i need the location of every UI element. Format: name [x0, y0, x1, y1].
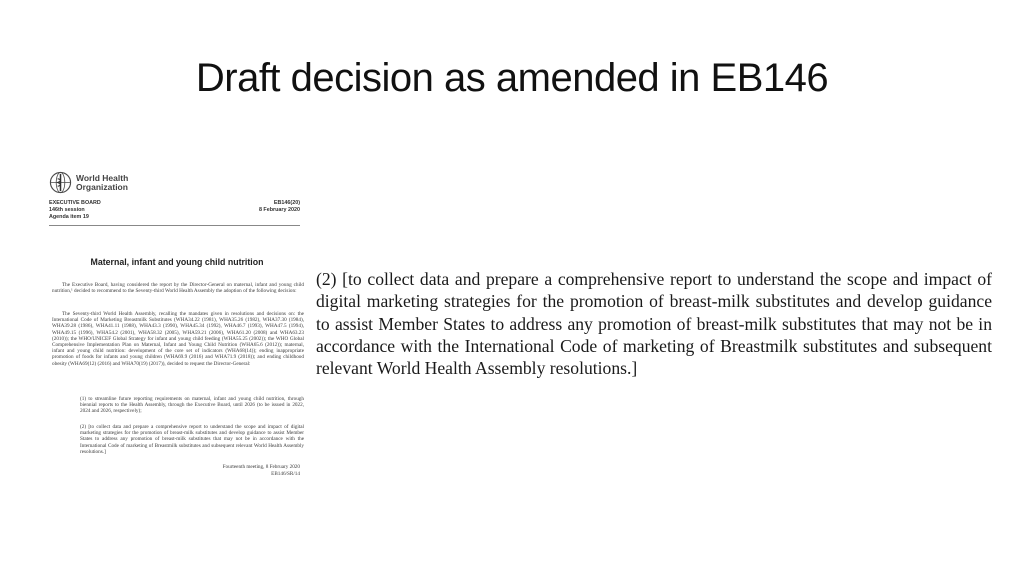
decision-item-1: (1) to streamline future reporting requirements on maternal, infant and young child nutrition, through biennial reports to the Health Assembly, through the Executive Board, until 2026 (to be issued in 2022, 2024 and 2026, respectively);	[80, 396, 304, 415]
org-name-line1: World Health	[76, 172, 129, 183]
org-name-line2: Organization	[76, 181, 128, 192]
board-label: EXECUTIVE BOARD	[49, 200, 101, 206]
doc-header-right	[259, 200, 300, 214]
meeting-date: Fourteenth meeting, 8 February 2020	[222, 464, 300, 470]
doc-title: Maternal, infant and young child nutrition	[90, 257, 264, 267]
document-page-image	[40, 164, 314, 490]
slide-title: Draft decision as amended in EB146	[195, 56, 829, 100]
doc-header-left	[49, 200, 101, 221]
recall-paragraph: The Seventy-third World Health Assembly, recalling the mandates given in resolutions and decisions on: the International Code of Marketing Breastmilk Substitutes (WHA34.22 (1981), WHA35.26 (1982), WHA37.30 (1984), WHA39.28 (1986), WHA41.11 (1988), WHA43.3 (1990), WHA45.34 (1992), WHA46.7 (1993), WHA47.5 (1994), WHA49.15 (1996), WHA54.2 (2001), WHA58.32 (2005), WHA59.21 (2006), WHA61.20 (2008) and WHA63.23 (2010)); the WHO/UNICEF Global Strategy for infant and young child feeding (WHA55.25 (2002)); the WHO Global Comprehensive Implementation Plan on Maternal, Infant and Young Child Nutrition (WHA65.6 (2012)); maternal, infant and young child nutrition: development of the core set of indicators (WHA68(14)); ending inappropriate promotion of foods for infants and young children (WHA69.9 (2016) and WHA71.9 (2018)); and ending childhood obesity (WHA69(12) (2016) and WHA70(19) (2017)), decided to request the Director-General:	[52, 311, 304, 367]
decision-item-2: (2) [to collect data and prepare a comprehensive report to understand the scope and impact of digital marketing strategies for the promotion of breast-milk substitutes and develop guidance to assist Member States to address any promotion of breast-milk substitutes that may not be in accordance with the International Code of marketing of Breastmilk substitutes and subsequent relevant World Health Assembly resolutions.]	[80, 424, 304, 455]
doc-date: 8 February 2020	[258, 207, 300, 213]
header-divider	[49, 225, 300, 226]
doc-footer	[223, 464, 300, 478]
who-header	[49, 171, 128, 194]
intro-paragraph: The Executive Board, having considered the report by the Director-General on maternal, infant and young child nutrition,¹ decided to recommend to the Seventy-third World Health Assembly the adoption of the following decision:	[52, 282, 304, 295]
org-name	[76, 174, 128, 192]
session-label: 146th session	[49, 207, 85, 213]
who-emblem-icon	[49, 171, 72, 194]
record-number: EB146/SR/14	[271, 471, 300, 477]
agenda-label: Agenda item 19	[49, 214, 89, 220]
enlarged-excerpt: (2) [to collect data and prepare a comprehensive report to understand the scope and impact of digital marketing strategies for the promotion of breast-milk substitutes and develop guidance to assist Member States to address any promotion of breast-milk substitutes that may not be in accordance with the International Code of marketing of Breastmilk substitutes and subsequent relevant World Health Assembly resolutions.]	[316, 269, 992, 379]
doc-number: EB146(20)	[273, 200, 300, 206]
